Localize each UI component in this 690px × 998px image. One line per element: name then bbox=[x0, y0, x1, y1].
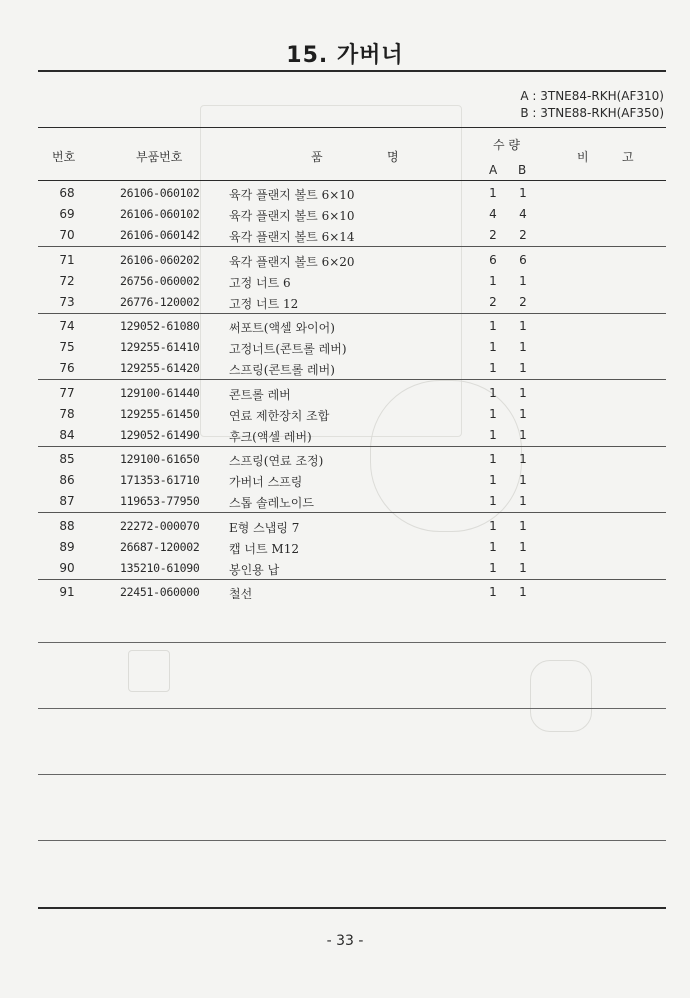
part-number: 26687-120002 bbox=[120, 539, 200, 554]
row-number: 74 bbox=[59, 319, 75, 333]
part-name: E형 스냅링 7 bbox=[229, 520, 300, 535]
part-number: 26106-060202 bbox=[120, 252, 200, 267]
qty-a: 1 bbox=[489, 560, 497, 575]
model-b: B : 3TNE88-RKH(AF350) bbox=[520, 106, 664, 120]
table-row bbox=[0, 274, 690, 294]
part-number: 22272-000070 bbox=[120, 518, 200, 533]
header-no: 번호 bbox=[52, 150, 76, 164]
row-number: 77 bbox=[59, 385, 75, 400]
table-row bbox=[0, 295, 690, 315]
part-name: 고정 너트 6 bbox=[229, 275, 291, 290]
row-number: 89 bbox=[59, 539, 75, 554]
table-row bbox=[0, 585, 690, 605]
table-row bbox=[0, 207, 690, 227]
table-row bbox=[0, 386, 690, 406]
qty-a: 1 bbox=[489, 385, 497, 400]
group-divider bbox=[38, 246, 666, 247]
qty-a: 1 bbox=[489, 518, 497, 533]
qty-b: 1 bbox=[519, 539, 527, 554]
qty-b: 1 bbox=[519, 452, 527, 466]
part-number: 26756-060002 bbox=[120, 273, 200, 288]
row-number: 70 bbox=[59, 228, 75, 242]
part-name: 써포트(액셀 와이어) bbox=[229, 321, 335, 335]
table-row bbox=[0, 340, 690, 360]
qty-a: 1 bbox=[489, 186, 497, 200]
header-qty-b: B bbox=[518, 163, 527, 177]
blank-rule bbox=[38, 840, 666, 841]
qty-b: 1 bbox=[519, 186, 527, 200]
table-row bbox=[0, 519, 690, 539]
group-divider bbox=[38, 512, 666, 513]
row-number: 72 bbox=[59, 273, 75, 288]
model-a: A : 3TNE84-RKH(AF310) bbox=[520, 89, 664, 103]
qty-b: 2 bbox=[519, 294, 527, 309]
table-row bbox=[0, 228, 690, 248]
part-name: 고정너트(콘트롤 레버) bbox=[229, 342, 347, 356]
page-number: - 33 - bbox=[326, 933, 364, 949]
row-number: 75 bbox=[59, 340, 75, 354]
blank-rule bbox=[38, 708, 666, 709]
part-number: 129255-61450 bbox=[120, 406, 200, 421]
table-row bbox=[0, 407, 690, 427]
part-name: 고정 너트 12 bbox=[229, 296, 299, 311]
header-bottom-rule bbox=[38, 180, 666, 181]
part-number: 26106-060102 bbox=[120, 207, 200, 221]
qty-b: 1 bbox=[519, 494, 527, 508]
table-row bbox=[0, 319, 690, 339]
group-divider bbox=[38, 379, 666, 380]
table-row bbox=[0, 473, 690, 493]
qty-a: 1 bbox=[489, 340, 497, 354]
table-top-rule bbox=[38, 127, 666, 128]
table-row bbox=[0, 494, 690, 514]
qty-b: 6 bbox=[519, 252, 527, 267]
table-row bbox=[0, 452, 690, 472]
qty-a: 1 bbox=[489, 406, 497, 421]
qty-a: 1 bbox=[489, 494, 497, 508]
qty-b: 1 bbox=[519, 427, 527, 442]
part-name: 콘트롤 레버 bbox=[229, 387, 291, 402]
qty-a: 4 bbox=[489, 207, 497, 221]
header-remark-2: 고 bbox=[622, 150, 634, 164]
qty-b: 4 bbox=[519, 207, 527, 221]
qty-b: 1 bbox=[519, 340, 527, 354]
part-name: 육각 플랜지 볼트 6×10 bbox=[229, 188, 355, 202]
qty-b: 1 bbox=[519, 560, 527, 575]
header-remark-1: 비 bbox=[577, 150, 589, 164]
part-number: 129100-61650 bbox=[120, 452, 200, 466]
header-name-2: 명 bbox=[387, 150, 399, 164]
qty-a: 1 bbox=[489, 273, 497, 288]
qty-b: 1 bbox=[519, 518, 527, 533]
qty-a: 2 bbox=[489, 228, 497, 242]
header-qty-a: A bbox=[489, 163, 498, 177]
row-number: 91 bbox=[59, 585, 75, 599]
table-row bbox=[0, 561, 690, 581]
table-row bbox=[0, 253, 690, 273]
footer-rule bbox=[38, 907, 666, 909]
part-name: 스톱 솔레노이드 bbox=[229, 496, 314, 510]
row-number: 68 bbox=[59, 186, 75, 200]
qty-b: 1 bbox=[519, 406, 527, 421]
row-number: 88 bbox=[59, 518, 75, 533]
row-number: 73 bbox=[59, 294, 75, 309]
qty-a: 1 bbox=[489, 452, 497, 466]
part-number: 26776-120002 bbox=[120, 294, 200, 309]
row-number: 69 bbox=[59, 207, 75, 221]
part-number: 129255-61410 bbox=[120, 340, 200, 354]
part-name: 가버너 스프링 bbox=[229, 475, 303, 489]
part-number: 171353-61710 bbox=[120, 473, 200, 487]
qty-b: 1 bbox=[519, 385, 527, 400]
qty-b: 1 bbox=[519, 585, 527, 599]
qty-a: 6 bbox=[489, 252, 497, 267]
part-number: 119653-77950 bbox=[120, 494, 200, 508]
row-number: 84 bbox=[59, 427, 75, 442]
part-number: 129052-61080 bbox=[120, 319, 200, 333]
qty-a: 2 bbox=[489, 294, 497, 309]
table-row bbox=[0, 428, 690, 448]
part-name: 후크(액셀 레버) bbox=[229, 429, 312, 444]
part-number: 135210-61090 bbox=[120, 560, 200, 575]
part-name: 육각 플랜지 볼트 6×20 bbox=[229, 254, 355, 269]
row-number: 76 bbox=[59, 361, 75, 375]
part-name: 육각 플랜지 볼트 6×14 bbox=[229, 230, 355, 244]
part-name: 연료 제한장치 조합 bbox=[229, 408, 330, 423]
table-row bbox=[0, 540, 690, 560]
part-number: 129052-61490 bbox=[120, 427, 200, 442]
part-number: 129255-61420 bbox=[120, 361, 200, 375]
part-name: 봉인용 납 bbox=[229, 562, 280, 577]
part-name: 철선 bbox=[229, 587, 253, 601]
row-number: 86 bbox=[59, 473, 75, 487]
model-legend bbox=[520, 88, 664, 122]
title-rule bbox=[38, 70, 666, 72]
qty-a: 1 bbox=[489, 319, 497, 333]
qty-a: 1 bbox=[489, 585, 497, 599]
header-qty: 수 량 bbox=[493, 138, 520, 152]
row-number: 90 bbox=[59, 560, 75, 575]
qty-a: 1 bbox=[489, 473, 497, 487]
part-number: 26106-060102 bbox=[120, 186, 200, 200]
show-through-drawing bbox=[128, 650, 170, 692]
header-part-no: 부품번호 bbox=[136, 150, 183, 164]
part-number: 22451-060000 bbox=[120, 585, 200, 599]
page-title: 15. 가버너 bbox=[286, 43, 404, 68]
qty-b: 1 bbox=[519, 273, 527, 288]
part-number: 26106-060142 bbox=[120, 228, 200, 242]
blank-rule bbox=[38, 774, 666, 775]
part-name: 스프링(연료 조정) bbox=[229, 454, 324, 468]
header-name-1: 품 bbox=[311, 150, 323, 164]
group-divider bbox=[38, 579, 666, 580]
qty-b: 1 bbox=[519, 361, 527, 375]
qty-a: 1 bbox=[489, 539, 497, 554]
qty-b: 2 bbox=[519, 228, 527, 242]
part-name: 육각 플랜지 볼트 6×10 bbox=[229, 209, 355, 223]
table-row bbox=[0, 186, 690, 206]
group-divider bbox=[38, 313, 666, 314]
part-name: 캡 너트 M12 bbox=[229, 541, 299, 556]
qty-a: 1 bbox=[489, 427, 497, 442]
show-through-drawing bbox=[530, 660, 592, 732]
table-row bbox=[0, 361, 690, 381]
row-number: 85 bbox=[59, 452, 75, 466]
part-number: 129100-61440 bbox=[120, 385, 200, 400]
qty-b: 1 bbox=[519, 319, 527, 333]
qty-a: 1 bbox=[489, 361, 497, 375]
row-number: 71 bbox=[59, 252, 75, 267]
row-number: 87 bbox=[59, 494, 75, 508]
part-name: 스프링(콘트롤 레버) bbox=[229, 363, 335, 377]
group-divider bbox=[38, 446, 666, 447]
blank-rule bbox=[38, 642, 666, 643]
row-number: 78 bbox=[59, 406, 75, 421]
qty-b: 1 bbox=[519, 473, 527, 487]
